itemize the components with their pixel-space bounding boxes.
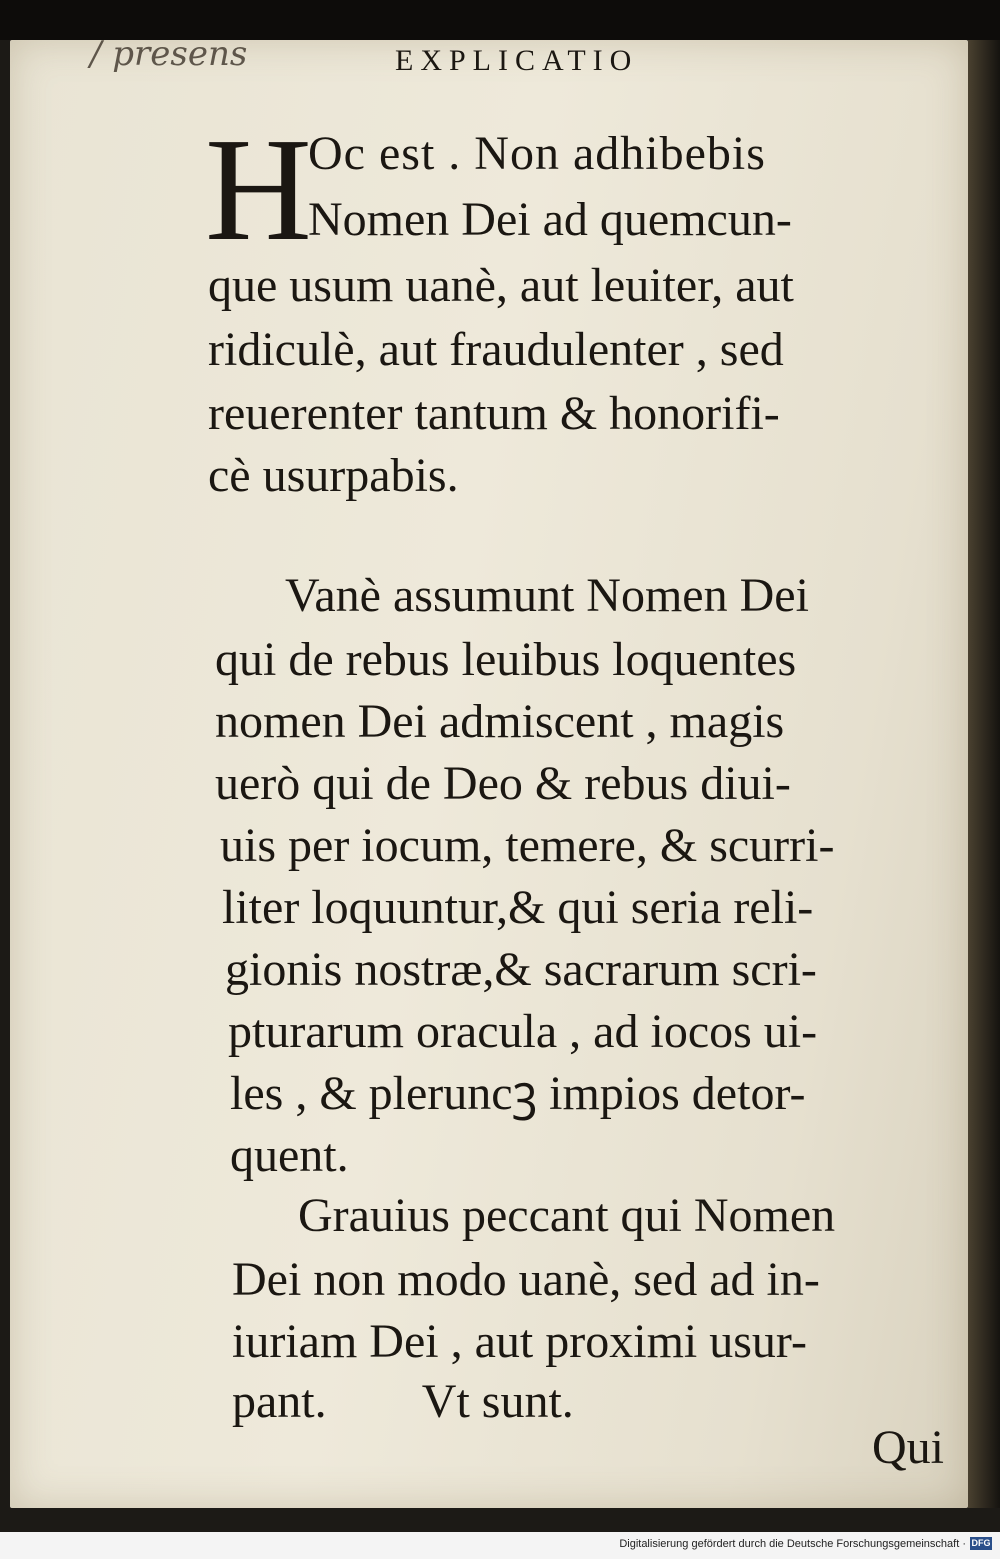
text-line-6: cè usurpabis. — [208, 449, 459, 502]
text-line-15: les , & pleruncꝫ impios detor- — [230, 1067, 806, 1120]
drop-cap: H — [205, 108, 312, 272]
book-page — [10, 40, 968, 1508]
dfg-logo: DFG — [971, 1538, 991, 1548]
text-line-18: Dei non modo uanè, sed ad in- — [232, 1253, 820, 1306]
text-line-2: Nomen Dei ad quemcun- — [308, 193, 792, 246]
text-line-9: nomen Dei admiscent , magis — [215, 695, 785, 748]
book-spine-edge — [968, 40, 1000, 1508]
text-line-11: uis per iocum, temere, & scurri- — [220, 819, 835, 872]
text-line-8: qui de rebus leuibus loquentes — [215, 633, 797, 686]
text-line-16: quent. — [230, 1129, 349, 1182]
digitization-credit: Digitalisierung gefördert durch die Deutsche Forschungsgemeinschaft · — [619, 1538, 966, 1550]
text-line-17: Grauius peccant qui Nomen — [298, 1189, 836, 1242]
text-line-7: Vanè assumunt Nomen Dei — [285, 569, 809, 622]
scan-top-edge — [0, 0, 1000, 40]
text-line-3: que usum uanè, aut leuiter, aut — [208, 259, 794, 312]
text-line-5: reuerenter tantum & honorifi- — [208, 387, 780, 440]
text-line-4: ridiculè, aut fraudulenter , sed — [208, 323, 784, 376]
running-head: EXPLICATIO — [395, 44, 639, 77]
text-line-12: liter loquuntur,& qui seria reli- — [222, 881, 814, 934]
text-line-14: pturarum oracula , ad iocos ui- — [228, 1005, 818, 1058]
margin-note: / presens — [90, 40, 248, 74]
text-line-20: pant. Vt sunt. — [232, 1375, 574, 1428]
text-line-13: gionis nostræ,& sacrarum scri- — [225, 943, 817, 996]
text-line-10: uerò qui de Deo & rebus diui- — [215, 757, 791, 810]
text-line-19: iuriam Dei , aut proximi usur- — [232, 1315, 807, 1368]
text-line-1: Oc est . Non adhibebis — [308, 127, 766, 180]
catchword: Qui — [872, 1421, 944, 1474]
